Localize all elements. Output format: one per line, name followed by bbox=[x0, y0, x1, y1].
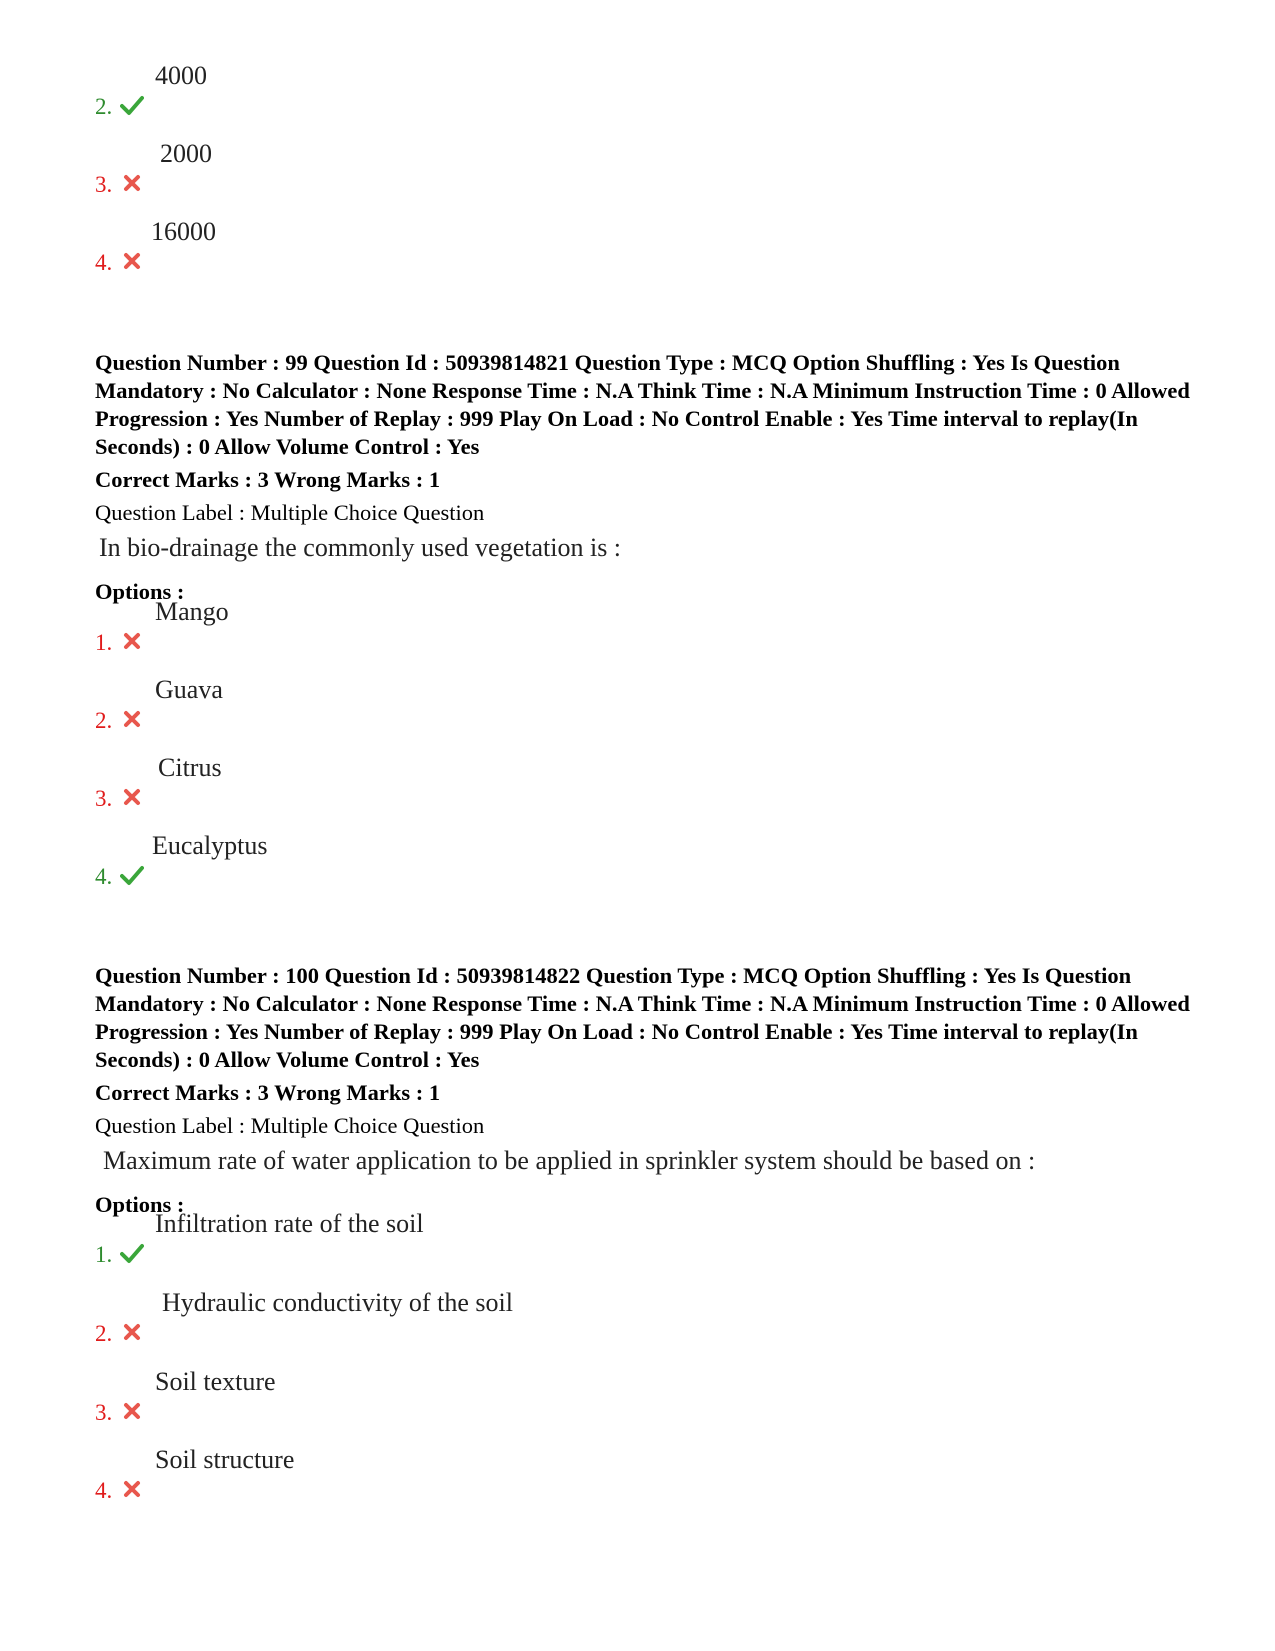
option-number: 4. bbox=[95, 864, 113, 889]
option-number: 2. bbox=[95, 94, 113, 119]
option-number: 3. bbox=[95, 172, 113, 197]
q99-option-2 bbox=[0, 674, 1275, 734]
q100-option-4 bbox=[0, 1444, 1275, 1504]
option-text: 4000 bbox=[155, 61, 207, 90]
q100-option-3 bbox=[0, 1366, 1275, 1426]
q99-label: Question Label : Multiple Choice Question bbox=[95, 500, 485, 525]
q100-option-1 bbox=[0, 1208, 1275, 1268]
cross-icon bbox=[120, 786, 144, 808]
q100-marks: Correct Marks : 3 Wrong Marks : 1 bbox=[95, 1080, 441, 1105]
cross-icon bbox=[120, 1321, 144, 1343]
q99-option-4 bbox=[0, 830, 1275, 890]
q99-options-label: Options : bbox=[95, 579, 185, 604]
prev-option-3 bbox=[0, 138, 1275, 198]
option-number: 3. bbox=[95, 786, 113, 811]
option-text: Eucalyptus bbox=[152, 831, 268, 860]
q99-marks: Correct Marks : 3 Wrong Marks : 1 bbox=[95, 467, 441, 492]
cross-icon bbox=[120, 172, 144, 194]
cross-icon bbox=[120, 708, 144, 730]
cross-icon bbox=[120, 1478, 144, 1500]
check-icon bbox=[120, 1242, 144, 1264]
option-text: Soil structure bbox=[155, 1445, 295, 1474]
option-number: 4. bbox=[95, 250, 113, 275]
option-text: Soil texture bbox=[155, 1367, 276, 1396]
q99-option-3 bbox=[0, 752, 1275, 812]
option-number: 4. bbox=[95, 1478, 113, 1503]
check-icon bbox=[120, 864, 144, 886]
prev-option-2 bbox=[0, 60, 1275, 120]
q100-header: Question Number : 100 Question Id : 50939814822 Question Type : MCQ Option Shuffling : Yes Is Question Mandatory : No Calculator : None Response Time : N.A Think Time : N.A Minimum Instruction Time : 0 Allowed Progression : Yes Number of Replay : 999 Play On Load : No Control Enable : Yes Time interval to replay(In Seconds) : 0 Allow Volume Control : Yes bbox=[95, 963, 1190, 1072]
option-text: Guava bbox=[155, 675, 223, 704]
option-number: 2. bbox=[95, 1321, 113, 1346]
option-text: Hydraulic conductivity of the soil bbox=[162, 1288, 513, 1317]
check-icon bbox=[120, 94, 144, 116]
option-text: Mango bbox=[155, 597, 229, 626]
option-text: 16000 bbox=[151, 217, 216, 246]
option-number: 1. bbox=[95, 630, 113, 655]
q100-text: Maximum rate of water application to be applied in sprinkler system should be based on : bbox=[103, 1146, 1036, 1175]
cross-icon bbox=[120, 250, 144, 272]
q99-text: In bio-drainage the commonly used vegetation is : bbox=[99, 533, 622, 562]
option-number: 2. bbox=[95, 708, 113, 733]
q100-options-label: Options : bbox=[95, 1192, 185, 1217]
prev-option-4 bbox=[0, 216, 1275, 276]
option-text: Infiltration rate of the soil bbox=[155, 1209, 424, 1238]
q100-label: Question Label : Multiple Choice Question bbox=[95, 1113, 485, 1138]
q99-option-1 bbox=[0, 596, 1275, 656]
option-number: 3. bbox=[95, 1400, 113, 1425]
cross-icon bbox=[120, 630, 144, 652]
option-text: Citrus bbox=[158, 753, 222, 782]
option-number: 1. bbox=[95, 1242, 113, 1267]
option-text: 2000 bbox=[160, 139, 212, 168]
q99-header: Question Number : 99 Question Id : 50939814821 Question Type : MCQ Option Shuffling : Yes Is Question Mandatory : No Calculator : None Response Time : N.A Think Time : N.A Minimum Instruction Time : 0 Allowed Progression : Yes Number of Replay : 999 Play On Load : No Control Enable : Yes Time interval to replay(In Seconds) : 0 Allow Volume Control : Yes bbox=[95, 350, 1190, 459]
q100-option-2 bbox=[0, 1287, 1275, 1347]
cross-icon bbox=[120, 1400, 144, 1422]
